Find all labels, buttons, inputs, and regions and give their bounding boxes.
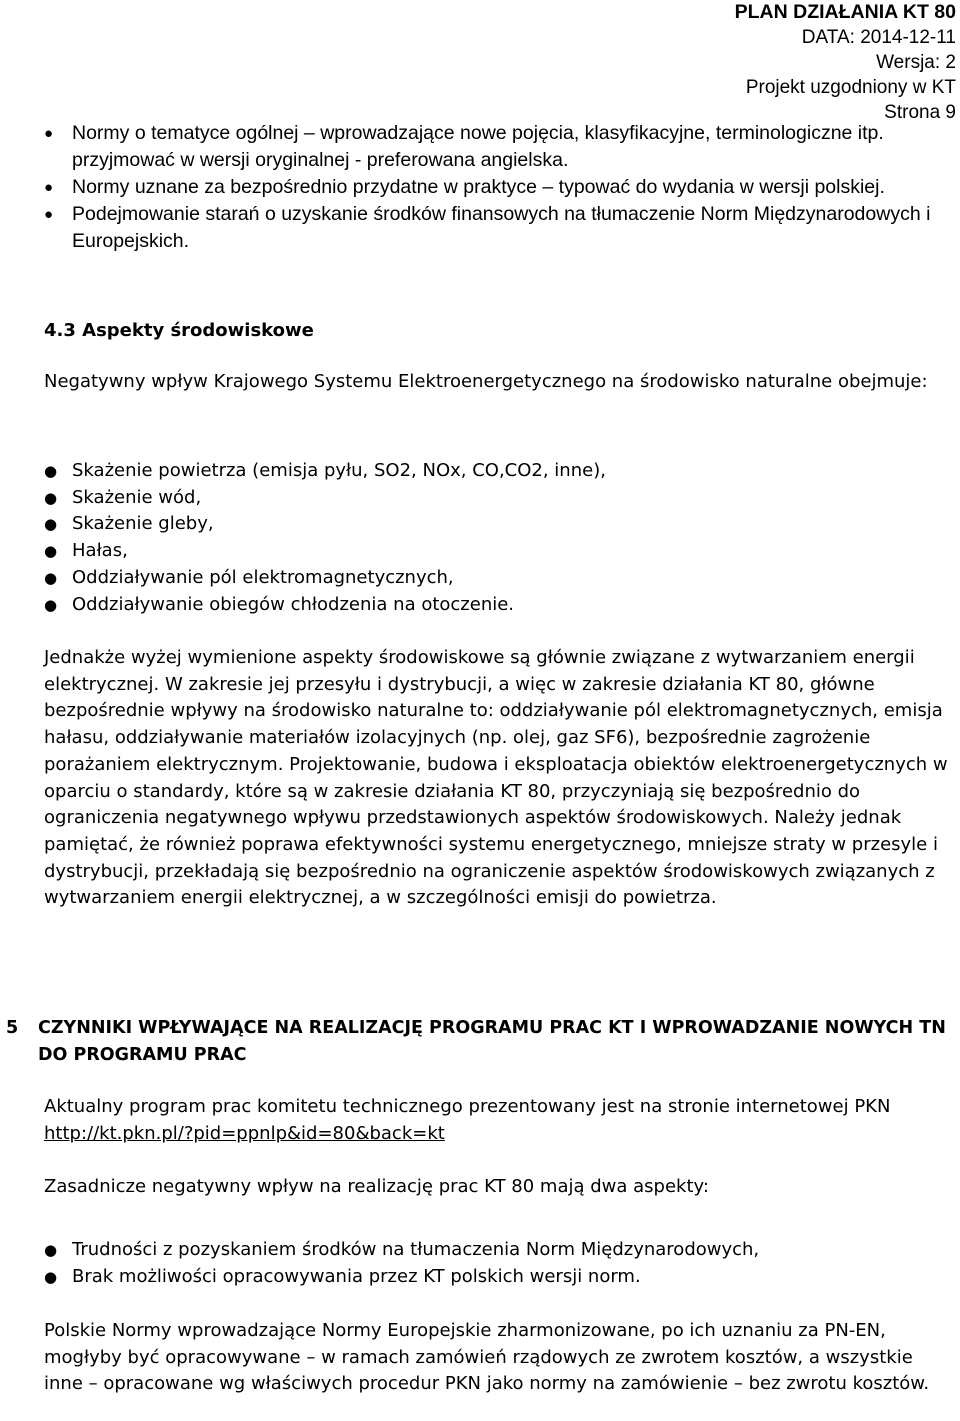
document-date: DATA: 2014-12-11 <box>801 27 956 48</box>
bullet-icon: ● <box>44 125 54 142</box>
list-item: ● Podejmowanie starań o uzyskanie środków finansowych na tłumaczenie Norm Międzynarodowych i Europejskich. <box>44 203 931 252</box>
bullet-icon: ● <box>44 595 58 614</box>
document-version: Wersja: 2 <box>876 52 956 73</box>
document-title: PLAN DZIAŁANIA KT 80 <box>734 1 956 23</box>
bullet-icon: ● <box>44 1267 58 1286</box>
section-4-3-paragraph: Jednakże wyżej wymienione aspekty środowiskowe są głównie związane z wytwarzaniem energii elektrycznej. W zakresie jej przesyłu i dystrybucji, a więc w zakresie działania KT 80, główne bezpośrednie wpływy na środowisko naturalne to: oddziaływanie pól elektromagnetycznych, emisja hałasu, oddziaływanie materiałów izolacyjnych (np. olej, gaz SF6), bezpośrednie zagrożenie porażaniem elektrycznym. Projektowanie, budowa i eksploatacja obiektów elektroenergetycznych w oparciu o standardy, które są w zakresie działania KT 80, przyczyniają się bezpośrednio do ograniczenia negatywnego wpływu przedstawionych aspektów środowiskowych. Należy jednak pamiętać, że również poprawa efektywności systemu energetycznego, mniejsze straty w przesyle i dystrybucji, przekładają się bezpośrednio na ograniczenie aspektów środowiskowych związanych z wytwarzaniem energii elektrycznej, a w szczególności emisji do powietrza. <box>44 647 948 909</box>
bullet-icon: ● <box>44 462 58 480</box>
bullet-icon: ● <box>44 568 58 587</box>
list-item: ● Normy o tematyce ogólnej – wprowadzające nowe pojęcia, klasyfikacyjne, terminologiczne itp. przyjmować w wersji oryginalnej - preferowana angielska. <box>44 122 884 171</box>
bullet-icon: ● <box>44 542 58 561</box>
list-item: ● Oddziaływanie obiegów chłodzenia na otoczenie. <box>44 592 949 619</box>
chapter-heading-5 <box>6 1015 946 1069</box>
page-number: Strona 9 <box>884 102 956 123</box>
pkn-program-link[interactable]: http://kt.pkn.pl/?pid=ppnlp&id=80&back=kt <box>44 1122 445 1144</box>
list-item: ● Trudności z pozyskaniem środków na tłumaczenia Norm Międzynarodowych, <box>44 1237 949 1264</box>
section-heading-4-3: 4.3 Aspekty środowiskowe <box>44 320 314 341</box>
list-item: ● Hałas, <box>44 538 949 565</box>
section-5-aspects-intro: Zasadnicze negatywny wpływ na realizację prac KT 80 mają dwa aspekty: <box>44 1176 709 1197</box>
page-header <box>735 0 956 125</box>
list-item: ● Skażenie gleby, <box>44 511 949 538</box>
chapter-title: CZYNNIKI WPŁYWAJĄCE NA REALIZACJĘ PROGRAMU PRAC KT I WPROWADZANIE NOWYCH TN DO PROGRAMU PRAC <box>38 1018 946 1065</box>
section-4-3-intro: Negatywny wpływ Krajowego Systemu Elektroenergetycznego na środowisko naturalne obejmuje: <box>44 371 928 392</box>
bullet-icon: ● <box>44 1241 58 1259</box>
list-item: ● Skażenie powietrza (emisja pyłu, SO2, NOx, CO,CO2, inne), <box>44 458 949 485</box>
section-5-intro: Aktualny program prac komitetu technicznego prezentowany jest na stronie internetowej PKN http://kt.pkn.pl/?pid=ppnlp&id=80&back=kt <box>44 1096 891 1144</box>
document-status: Projekt uzgodniony w KT <box>745 77 956 98</box>
list-item: ● Skażenie wód, <box>44 485 949 512</box>
section-5-closing: Polskie Normy wprowadzające Normy Europejskie zharmonizowane, po ich uznaniu za PN-EN, mogłyby być opracowywane – w ramach zamówień rządowych ze zwrotem kosztów, a wszystkie inne – opracowane wg właściwych procedur PKN jako normy na zamówienie – bez zwrotu kosztów. <box>44 1320 930 1395</box>
list-item: ● Normy uznane za bezpośrednio przydatne w praktyce – typować do wydania w wersji polskiej. <box>44 174 949 201</box>
negative-aspects-list <box>44 1237 949 1290</box>
bullet-icon: ● <box>44 515 58 534</box>
chapter-number: 5 <box>6 1018 19 1038</box>
list-item: ● Oddziaływanie pól elektromagnetycznych, <box>44 565 949 592</box>
list-item: ● Brak możliwości opracowywania przez KT polskich wersji norm. <box>44 1264 949 1291</box>
bullet-icon: ● <box>44 206 54 223</box>
bullet-icon: ● <box>44 179 54 196</box>
top-bullet-list <box>44 120 949 255</box>
environmental-impact-list <box>44 458 949 618</box>
bullet-icon: ● <box>44 488 58 507</box>
